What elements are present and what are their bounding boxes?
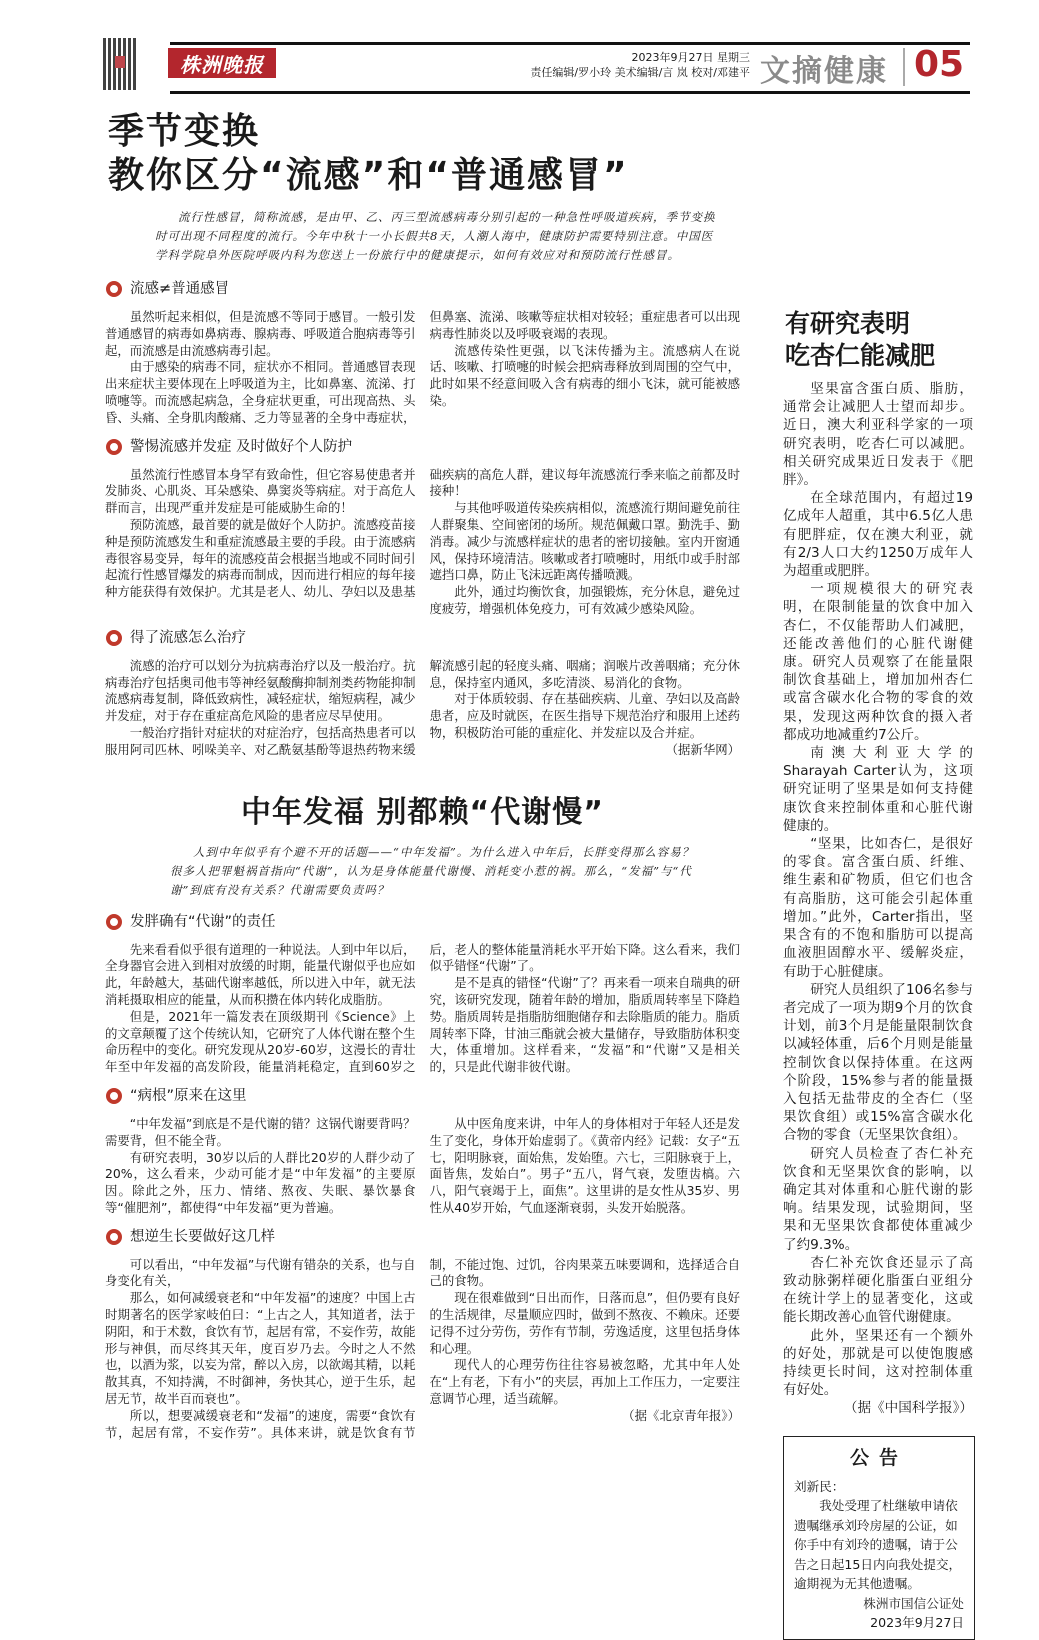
article-source: （据《北京青年报》）	[622, 1407, 740, 1423]
paragraph: “坚果，比如杏仁，是很好的零食。富含蛋白质、纤维、维生素和矿物质，但它们也含有高脂肪，这可能会引起体重增加。”此外，Carter指出，坚果含有的不饱和脂肪可以提高血液胆固醇水平、缓解炎症，有助于心脏健康。	[783, 836, 973, 980]
bullet-icon	[106, 281, 122, 297]
article-source: （据新华网）	[665, 741, 740, 757]
paragraph: 对于体质较弱、存在基础疾病、儿童、孕妇以及高龄患者，应及时就医，在医生指导下规范治疗和服用上述药物，积极防治可能的重症化、并发症以及合并症。	[429, 691, 740, 740]
header-info	[450, 50, 750, 80]
paragraph: 所以，想要减缓衰老和“发福”的速度，需要“食饮有节，起居有常，不妄作劳”。具体来讲，就是饮食有节制，不能过饱、过饥，谷肉果菜五味要调和，选择适合自己的食物。	[105, 1256, 740, 1440]
section-heading-text: 想逆生长要做好这几样	[130, 1228, 275, 1245]
article-body	[105, 467, 740, 618]
bullet-icon	[106, 439, 122, 455]
section-heading-text: “病根”原来在这里	[130, 1087, 247, 1104]
article1-title-line1: 季节变换	[108, 111, 261, 152]
paragraph: 一般治疗指针对症状的对症治疗，包括高热患者可以服用阿司匹林、吲哚美辛、对乙酰氨基酚等退热药物来缓解流感引起的轻度头痛、咽痛；润喉片改善咽痛；充分休息，保持室内通风，多吃清淡、易消化的食物。	[105, 657, 740, 757]
paragraph: 此外，坚果还有一个额外的好处，那就是可以使饱腹感持续更长时间，这对控制体重有好处。	[783, 1327, 973, 1399]
paragraph: “中年发福”到底是不是代谢的错？这锅代谢要背吗？需要背，但不能全背。	[105, 1115, 416, 1148]
bullet-icon	[106, 630, 122, 646]
notice-date: 2023年9月27日	[870, 1615, 964, 1631]
section-name: 文摘健康	[760, 54, 888, 89]
paragraph: 流感的治疗可以划分为抗病毒治疗以及一般治疗。抗病毒治疗包括奥司他韦等神经氨酸酶抑制剂类药物能抑制流感病毒复制，降低致病性，减轻症状，缩短病程，减少并发症，对于存在重症高危风险的患者应尽早使用。	[105, 657, 416, 724]
paragraph: 但是，2021年一篇发表在顶级期刊《Science》上的文章颠覆了这个传统认知，它研究了人体代谢在整个生命历程中的变化。研究发现从20岁-60岁，这漫长的青壮年至中年发福的高发阶段，能量消耗稳定，直到60岁之后，老人的整体能量消耗水平开始下降。这么看来，我们似乎错怪“代谢”了。	[105, 941, 740, 1075]
section-heading-text: 得了流感怎么治疗	[130, 629, 246, 646]
article-body	[105, 1116, 740, 1217]
article1-title	[108, 110, 740, 198]
section-heading	[106, 912, 740, 932]
header-bottom-rule	[170, 91, 970, 94]
paragraph: 现在很难做到“日出而作，日落而息”，但仍要有良好的生活规律，尽量顺应四时，做到不熬夜、不赖床。还要记得不过分劳伤，劳作有节制，劳逸适度，这里包括身体和心理。	[429, 1290, 740, 1356]
paragraph: 现代人的心理劳伤往往容易被忽略，尤其中年人处在“上有老，下有小”的夹层，再加上工作压力，一定要注意调节心理，适当疏解。	[429, 1357, 740, 1407]
paragraph: 研究人员组织了106名参与者完成了一项为期9个月的饮食计划，前3个月是能量限制饮食以减轻体重，后6个月则是能量控制饮食以保持体重。在这两个阶段，15%参与者的能量摄入包括无盐带皮的全杏仁（坚果饮食组）或15%富含碳水化合物的零食（无坚果饮食组）。	[783, 981, 973, 1144]
sidebar-title-line2: 吃杏仁能减肥	[785, 341, 936, 370]
bullet-icon	[106, 1088, 122, 1104]
paragraph: 一项规模很大的研究表明，在限制能量的饮食中加入杏仁，不仅能帮助人们减肥，还能改善他们的心脏代谢健康。研究人员观察了在能量限制饮食基础上，增加加州杏仁或富含碳水化合物的零食的效果，发现这两种饮食的摄入者都成功地减重约7公斤。	[783, 581, 973, 743]
paragraph: 研究人员检查了杏仁补充饮食和无坚果饮食的影响，以确定其对体重和心脏代谢的影响。结果发现，试验期间，坚果和无坚果饮食都使体重减少了约9.3%。	[783, 1145, 973, 1253]
bullet-icon	[106, 1229, 122, 1245]
article-body	[105, 942, 740, 1076]
section-heading-text: 流感≠普通感冒	[130, 281, 230, 297]
paragraph: 虽然流行性感冒本身罕有致命性，但它容易使患者并发肺炎、心肌炎、耳朵感染、鼻窦炎等病症。对于高危人群而言，出现严重并发症是可能威胁生命的！	[105, 466, 416, 516]
article1-title-line2: 教你区分“流感”和“普通感冒”	[108, 155, 629, 196]
article-body	[105, 1257, 740, 1442]
bullet-icon	[106, 914, 122, 930]
paragraph: 流感传染性更强，以飞沫传播为主。流感病人在说话、咳嗽、打喷嚏的时候会把病毒释放到周围的空气中，此时如果不经意间吸入含有病毒的细小飞沫，就可能被感染。	[429, 342, 740, 408]
sidebar-body	[783, 380, 973, 1418]
sidebar-title-line1: 有研究表明	[785, 309, 911, 338]
main-column	[105, 110, 740, 1441]
paragraph: 坚果富含蛋白质、脂肪，通常会让减肥人士望而却步。近日，澳大利亚科学家的一项研究表明，吃杏仁可以减肥。相关研究成果近日发表于《肥胖》。	[783, 381, 973, 489]
paragraph: 有研究表明，30岁以后的人群比20岁的人群少动了20%，这么看来，少动可能才是“中年发福”的主要原因。除此之外，压力、情绪、熬夜、失眠、暴饮暴食等“催肥剂”，都使得“中年发福”更为普遍。	[105, 1149, 416, 1215]
header-divider	[903, 48, 905, 86]
paragraph: 那么，如何减缓衰老和“中年发福”的速度？中国上古时期著名的医学家岐伯曰：“上古之人，其知道者，法于阴阳，和于术数，食饮有节，起居有常，不妄作劳，故能形与神俱，而尽终其天年，度百岁乃去。今时之人不然也，以酒为浆，以妄为常，醉以入房，以欲竭其精，以耗散其真，不知持满，不时御神，务快其心，逆于生乐，起居无节，故半百而衰也”。	[105, 1290, 416, 1407]
paragraph: 是不是真的错怪“代谢”了？再来看一项来自瑞典的研究，该研究发现，随着年龄的增加，脂质周转率呈下降趋势。脂质周转是指脂肪细胞储存和去除脂质的能力。脂质周转率下降，甘油三酯就会被大量储存，导致脂肪体积变大，体重增加。这样看来，“发福”和“代谢”又是相关的，只是此代谢非彼代谢。	[429, 975, 740, 1075]
paragraph: 预防流感，最首要的就是做好个人防护。流感疫苗接种是预防流感发生和重症流感最主要的手段。由于流感病毒很容易变异，每年的流感疫苗会根据当地或不同时间引起流行性感冒爆发的病毒而制成，因而进行相应的每年接种方能获得有效保护。尤其是老人、幼儿、孕妇以及患基础疾病的高危人群，建议每年流感流行季来临之前都及时接种！	[105, 466, 740, 600]
page-number: 05	[914, 44, 965, 85]
article-body	[105, 658, 740, 759]
header-top-rule	[170, 42, 970, 45]
qr-code	[103, 38, 137, 90]
section-heading-text: 发胖确有“代谢”的责任	[130, 913, 276, 930]
article-body	[105, 309, 740, 427]
article2-intro: 人到中年似乎有个避不开的话题——“中年发福”。为什么进入中年后，长胖变得那么容易？很多人把罪魁祸首指向“代谢”，认为是身体能量代谢慢、消耗变小惹的祸。那么，“发福”与“代谢”到底有没有关系？代谢需要负责吗？	[170, 844, 695, 897]
paragraph: 可以看出，“中年发福”与代谢有错杂的关系，也与自身变化有关，	[105, 1256, 416, 1289]
paragraph: 从中医角度来讲，中年人的身体相对于年轻人还是发生了变化，身体开始虚弱了。《黄帝内经》记载：女子“五七，阳明脉衰，面始焦，发始堕。六七，三阳脉衰于上，面皆焦，发始白”。男子“五八，肾气衰，发堕齿槁。六八，阳气衰竭于上，面焦”。这里讲的是女性从35岁、男性从40岁开始，气血逐渐衰弱，头发开始脱落。	[429, 1115, 740, 1215]
paragraph: 与其他呼吸道传染疾病相似，流感流行期间避免前往人群聚集、空间密闭的场所。规范佩戴口罩。勤洗手、勤消毒。减少与流感样症状的患者的密切接触。室内开窗通风，保持环境清洁。咳嗽或者打喷嚏时，用纸巾或手肘部遮挡口鼻，防止飞沫远距离传播喷溅。	[429, 500, 740, 583]
issue-date: 2023年9月27日 星期三	[631, 51, 750, 64]
paragraph: 此外，通过均衡饮食，加强锻炼，充分休息，避免过度疲劳，增强机体免疫力，可有效减少感染风险。	[429, 584, 740, 616]
section-heading-text: 警惕流感并发症 及时做好个人防护	[130, 438, 353, 455]
sidebar	[783, 308, 973, 1640]
article2-title: 中年发福 别都赖“代谢慢”	[241, 794, 604, 830]
section-heading	[106, 1227, 740, 1247]
article1-intro: 流行性感冒，简称流感，是由甲、乙、丙三型流感病毒分别引起的一种急性呼吸道疾病，季节变换时可出现不同程度的流行。今年中秋十一小长假共8天，人潮人海中，健康防护需要特别注意。中国医学科学院阜外医院呼吸内科为您送上一份旅行中的健康提示，如何有效应对和预防流行性感冒。	[155, 210, 716, 262]
notice-box	[783, 1436, 975, 1640]
section-heading	[106, 628, 740, 648]
paragraph: 虽然听起来相似，但是流感不等同于感冒。一般引发普通感冒的病毒如鼻病毒、腺病毒、呼吸道合胞病毒等引起，而流感是由流感病毒引起。	[105, 309, 416, 358]
notice-issuer: 株洲市国信公证处	[863, 1595, 964, 1611]
notice-body: 我处受理了杜继敏申请依遗嘱继承刘玲房屋的公证，如你手中有刘玲的遗嘱，请于公告之日起15日内向我处提交，逾期视为无其他遗嘱。	[794, 1498, 962, 1592]
notice-title: 公告	[849, 1446, 908, 1469]
paragraph: 杏仁补充饮食还显示了高致动脉粥样硬化脂蛋白亚组分在统计学上的显著变化，这或能长期改善心血管代谢健康。	[783, 1254, 973, 1326]
section-heading	[106, 279, 740, 299]
notice-addressee: 刘新民：	[794, 1478, 845, 1494]
paragraph: 由于感染的病毒不同，症状亦不相同。普通感冒表现出来症状主要体现在上呼吸道为主，比如鼻塞、流涕、打喷嚏等。而流感起病急，全身症状更重，可出现高热、头昏、头痛、全身肌肉酸痛、乏力等显著的全身中毒症状，但鼻塞、流涕、咳嗽等症状相对较轻；重症患者可以出现病毒性肺炎以及呼吸衰竭的表现。	[105, 309, 740, 425]
section-heading	[106, 1086, 740, 1106]
editor-credits: 责任编辑/罗小玲 美术编辑/言 岚 校对/邓建平	[530, 66, 750, 79]
paragraph: 在全球范围内，有超过19亿成年人超重，其中6.5亿人患有肥胖症，仅在澳大利亚，就有2/3人口大约1250万成年人为超重或肥胖。	[783, 490, 973, 580]
article-source: （据《中国科学报》）	[843, 1400, 973, 1417]
paragraph: 先来看看似乎很有道理的一种说法。人到中年以后，全身器官会进入到相对放缓的时期，能量代谢似乎也应如此，年龄越大，基础代谢率越低，所以进入中年，就无法消耗摄取相应的能量，从而积攒在体内转化成脂肪。	[105, 941, 416, 1007]
paragraph: 南澳大利亚大学的Sharayah Carter认为，这项研究证明了坚果是如何支持健康饮食来控制体重和心脏代谢健康的。	[783, 745, 973, 834]
section-heading	[106, 437, 740, 457]
sidebar-title	[785, 308, 973, 372]
newspaper-logo: 株洲晚报	[168, 48, 276, 78]
